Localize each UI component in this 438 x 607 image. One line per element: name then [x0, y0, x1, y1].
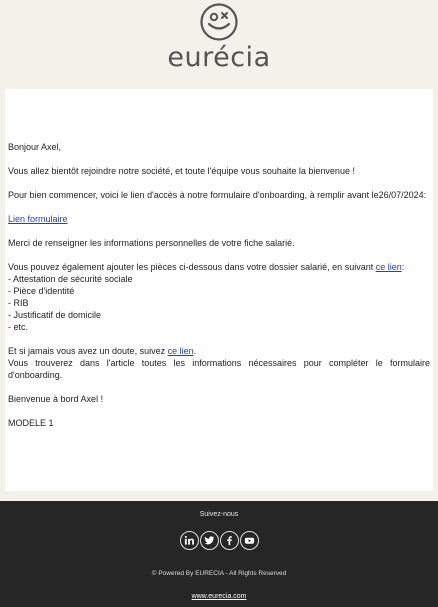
form-link[interactable]: Lien formulaire — [8, 214, 68, 224]
welcome-message: Vous allez bientôt rejoindre notre société, et toute l'équipe vous souhaite la bienvenue ! — [8, 166, 355, 176]
youtube-icon[interactable] — [240, 531, 259, 550]
follow-us-label: Suivez-nous — [199, 511, 239, 518]
website-link: www.eurecia.com — [191, 593, 247, 600]
brand-logo-text: eurécia — [167, 42, 271, 73]
greeting: Bonjour Axel, — [8, 142, 62, 152]
onboarding-intro: Pour bien commencer, voici le lien d'accès à notre formulaire d'onboarding, à remplir avant le26/07/2024: — [8, 190, 427, 200]
list-item: - Justificatif de domicile — [8, 310, 102, 320]
list-item: - Pièce d'identité — [8, 286, 75, 296]
fill-info-text: Merci de renseigner les informations personnelles de votre fiche salarié. — [8, 238, 295, 248]
facebook-icon[interactable] — [220, 531, 239, 550]
email-body — [8, 141, 430, 429]
article-info-text: Vous trouverez dans l'article toutes les informations nécessaires pour compléter le formulaire d'onboarding. — [8, 358, 430, 380]
twitter-icon[interactable] — [200, 531, 219, 550]
email-header — [0, 0, 438, 89]
welcome-aboard-text: Bienvenue à bord Axel ! — [8, 394, 104, 404]
email-card — [5, 89, 433, 491]
social-links — [0, 531, 438, 550]
template-name: MODELE 1 — [8, 418, 54, 428]
email-footer — [0, 501, 438, 607]
eurecia-logo-icon — [199, 2, 239, 42]
documents-intro: Vous pouvez également ajouter les pièces ci-dessous dans votre dossier salarié, en suivant ce lien: — [8, 262, 405, 272]
documents-link[interactable]: ce lien — [375, 262, 402, 272]
doubt-text: Et si jamais vous avez un doute, suivez ce lien. — [8, 346, 197, 356]
copyright-text: © Powered By EURECIA - All Rights Reserved — [151, 570, 287, 577]
list-item: - Attestation de sécurité sociale — [8, 274, 133, 284]
help-article-link[interactable]: ce lien — [167, 346, 194, 356]
linkedin-icon[interactable] — [180, 531, 199, 550]
list-item: - RIB — [8, 298, 29, 308]
list-item: - etc. — [8, 322, 29, 332]
